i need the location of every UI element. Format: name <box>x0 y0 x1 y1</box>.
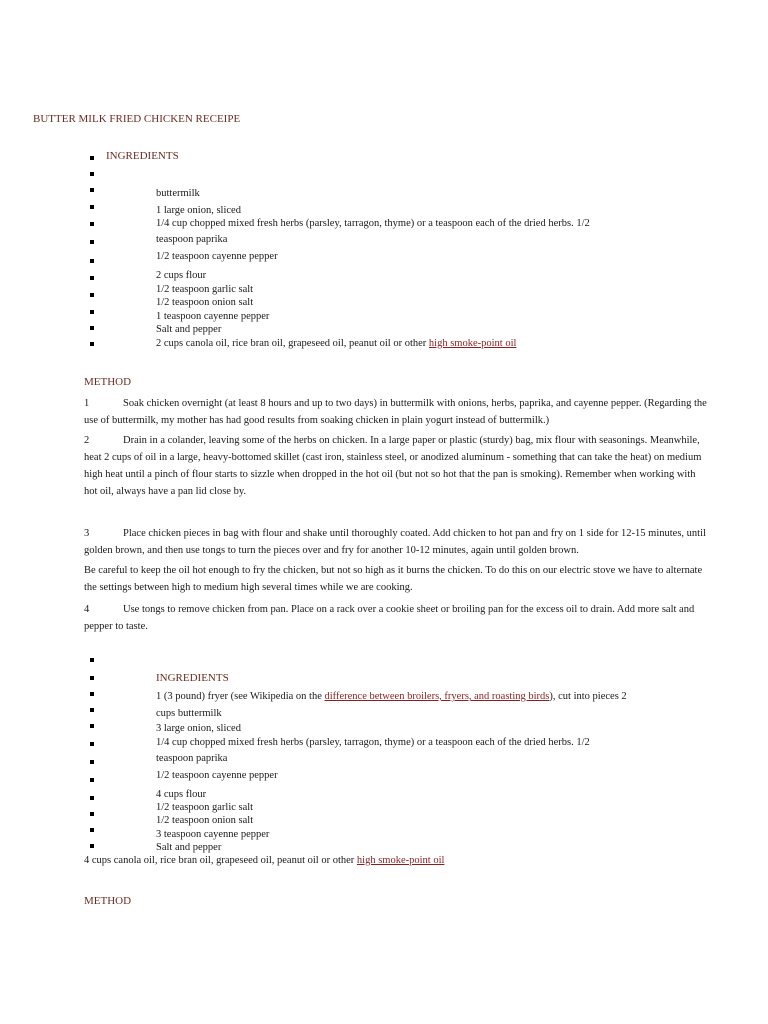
ingredient-item-oil <box>156 338 516 349</box>
step-number: 2 <box>84 435 90 446</box>
bullet-marker <box>90 326 94 330</box>
bullet-marker <box>90 293 94 297</box>
method-step <box>84 601 710 635</box>
ingredient-item: cups buttermilk <box>156 708 222 719</box>
method-heading: METHOD <box>84 376 132 388</box>
bullet-marker <box>90 708 94 712</box>
fryer-tail: ), cut into pieces 2 <box>549 691 627 702</box>
ingredient-item-oil-2 <box>84 855 444 866</box>
ingredient-item: 1/2 teaspoon onion salt <box>156 297 254 308</box>
method-heading-2: METHOD <box>84 895 132 907</box>
bullet-marker <box>90 259 94 263</box>
bullet-marker <box>90 778 94 782</box>
bullet-marker <box>90 724 94 728</box>
ingredient-item: 1/2 teaspoon cayenne pepper <box>156 770 278 781</box>
ingredients-heading: INGREDIENTS <box>106 150 179 162</box>
ingredient-item: 1 large onion, sliced <box>156 205 241 216</box>
step-text: Be careful to keep the oil hot enough to fry the chicken, but not so high as it burns the chicken. To do this on our electric stove we have to alternate the settings between high to medium high several times while we are cooking. <box>84 565 703 593</box>
step-number: 3 <box>84 528 90 539</box>
ingredient-item: 3 large onion, sliced <box>156 723 241 734</box>
step-text: Soak chicken overnight (at least 8 hours and up to two days) in buttermilk with onions, herbs, paprika, and cayenne pepper. (Regarding the use of buttermilk, my mother has had good results from soaking chicken in plain yogurt instead of buttermilk.) <box>84 398 707 426</box>
bullet-marker <box>90 760 94 764</box>
bullet-marker <box>90 188 94 192</box>
ingredients-heading-2: INGREDIENTS <box>156 672 229 684</box>
bullet-marker <box>90 796 94 800</box>
ingredient-item-fryer <box>156 691 627 702</box>
ingredient-item: Salt and pepper <box>156 842 222 853</box>
ingredient-item: Salt and pepper <box>156 324 222 335</box>
bullet-marker <box>90 676 94 680</box>
bullet-marker <box>90 658 94 662</box>
bullet-marker <box>90 222 94 226</box>
ingredient-item: teaspoon paprika <box>156 753 228 764</box>
ingredient-item: 1/2 teaspoon onion salt <box>156 815 254 826</box>
bullet-marker <box>90 276 94 280</box>
broilers-fryers-link[interactable]: difference between broilers, fryers, and roasting birds <box>324 691 550 702</box>
ingredient-item: 1/2 teaspoon cayenne pepper <box>156 251 278 262</box>
bullet-marker <box>90 205 94 209</box>
bullet-marker <box>90 240 94 244</box>
page-title: BUTTER MILK FRIED CHICKEN RECEIPE <box>33 113 241 125</box>
bullet-marker <box>90 812 94 816</box>
bullet-marker <box>90 742 94 746</box>
ingredient-item: 3 teaspoon cayenne pepper <box>156 829 270 840</box>
method-note <box>84 562 710 596</box>
ingredient-item: 1/4 cup chopped mixed fresh herbs (parsley, tarragon, thyme) or a teaspoon each of the dried herbs. 1/2 <box>156 737 590 748</box>
ingredient-item: 1/4 cup chopped mixed fresh herbs (parsley, tarragon, thyme) or a teaspoon each of the dried herbs. 1/2 <box>156 218 590 229</box>
step-text: Drain in a colander, leaving some of the herbs on chicken. In a large paper or plastic (sturdy) bag, mix flour with seasonings. Meanwhile, heat 2 cups of oil in a large, heavy-bottomed skillet (cast iron, stainless steel, or anodized aluminum - something that can take the heat) on medium high heat until a pinch of flour starts to sizzle when dropped in the hot oil (but not so hot that the pan is smoking). Remember when working with hot oil, always have a pan lid close by. <box>84 435 702 497</box>
method-step <box>84 395 710 429</box>
smoke-point-oil-link-2[interactable]: high smoke-point oil <box>356 855 445 866</box>
bullet-marker <box>90 156 94 160</box>
ingredient-item: teaspoon paprika <box>156 234 228 245</box>
bullet-marker <box>90 692 94 696</box>
oil-text: 4 cups canola oil, rice bran oil, grapeseed oil, peanut oil or other <box>84 855 357 866</box>
bullet-marker <box>90 844 94 848</box>
bullet-marker <box>90 310 94 314</box>
method-step <box>84 525 710 559</box>
step-text: Use tongs to remove chicken from pan. Place on a rack over a cookie sheet or broiling pan for the excess oil to drain. Add more salt and pepper to taste. <box>84 604 695 632</box>
method-step <box>84 432 710 500</box>
bullet-marker <box>90 342 94 346</box>
step-number: 4 <box>84 604 90 615</box>
bullet-marker <box>90 828 94 832</box>
step-text: Place chicken pieces in bag with flour and shake until thoroughly coated. Add chicken to hot pan and fry on 1 side for 12-15 minutes, until golden brown, and then use tongs to turn the pieces over and fry for another 10-12 minutes, again until golden brown. <box>84 528 706 556</box>
fryer-text: 1 (3 pound) fryer (see Wikipedia on the <box>156 691 325 702</box>
oil-text: 2 cups canola oil, rice bran oil, grapeseed oil, peanut oil or other <box>156 338 429 349</box>
ingredient-item: 2 cups flour <box>156 270 207 281</box>
step-number: 1 <box>84 398 90 409</box>
ingredient-item: 1/2 teaspoon garlic salt <box>156 284 254 295</box>
ingredient-item: 1/2 teaspoon garlic salt <box>156 802 254 813</box>
ingredient-item: buttermilk <box>156 188 200 199</box>
smoke-point-oil-link[interactable]: high smoke-point oil <box>428 338 517 349</box>
ingredient-item: 1 teaspoon cayenne pepper <box>156 311 270 322</box>
bullet-marker <box>90 172 94 176</box>
ingredient-item: 4 cups flour <box>156 789 207 800</box>
